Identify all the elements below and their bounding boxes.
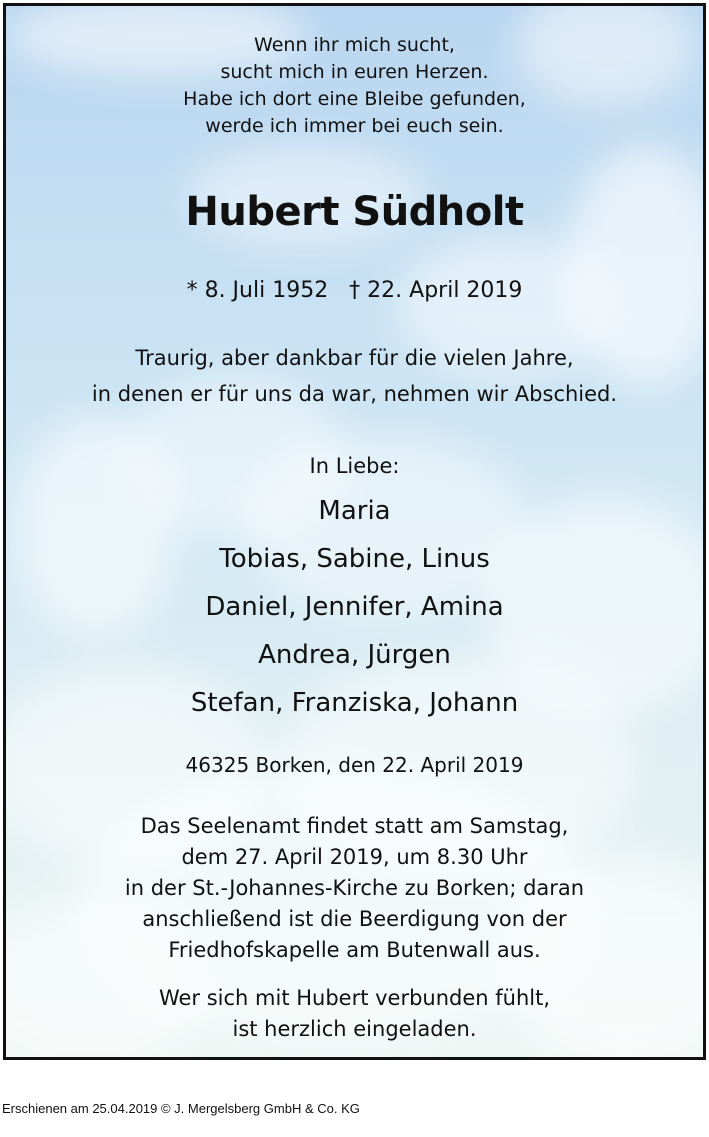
service-line-5: Friedhofskapelle am Butenwall aus. [168,938,541,962]
deceased-name: Hubert Südholt [185,189,524,235]
in-love-label: In Liebe: [309,454,400,478]
farewell-line-2: in denen er für uns da war, nehmen wir Abschied. [91,382,618,406]
family-line-4: Andrea, Jürgen [258,640,451,670]
family-line-3: Daniel, Jennifer, Amina [205,592,504,622]
service-line-2: dem 27. April 2019, um 8.30 Uhr [181,845,528,869]
poem-line-3: Habe ich dort eine Bleibe gefunden, [183,88,526,110]
farewell-line-1: Traurig, aber dankbar für die vielen Jahre, [135,346,574,370]
family-line-2: Tobias, Sabine, Linus [219,544,490,574]
invitation-line-1: Wer sich mit Hubert verbunden fühlt, [158,986,551,1010]
service-line-1: Das Seelenamt findet statt am Samstag, [140,814,569,838]
obituary-card [3,3,706,1060]
family-line-5: Stefan, Franziska, Johann [190,688,519,718]
poem-line-4: werde ich immer bei euch sein. [205,115,504,137]
service-line-3: in der St.-Johannes-Kirche zu Borken; daran [124,876,585,900]
life-dates: * 8. Juli 1952 † 22. April 2019 [186,278,523,303]
publication-footer: Erschienen am 25.04.2019 © J. Mergelsberg GmbH & Co. KG [2,1101,360,1116]
service-line-4: anschließend ist die Beerdigung von der [142,907,567,931]
poem-line-1: Wenn ihr mich sucht, [254,34,455,56]
invitation-line-2: ist herzlich eingeladen. [232,1017,477,1041]
poem-line-2: sucht mich in euren Herzen. [220,61,489,83]
place-date: 46325 Borken, den 22. April 2019 [185,753,524,777]
family-line-1: Maria [318,496,391,526]
obituary-content [6,6,703,1057]
